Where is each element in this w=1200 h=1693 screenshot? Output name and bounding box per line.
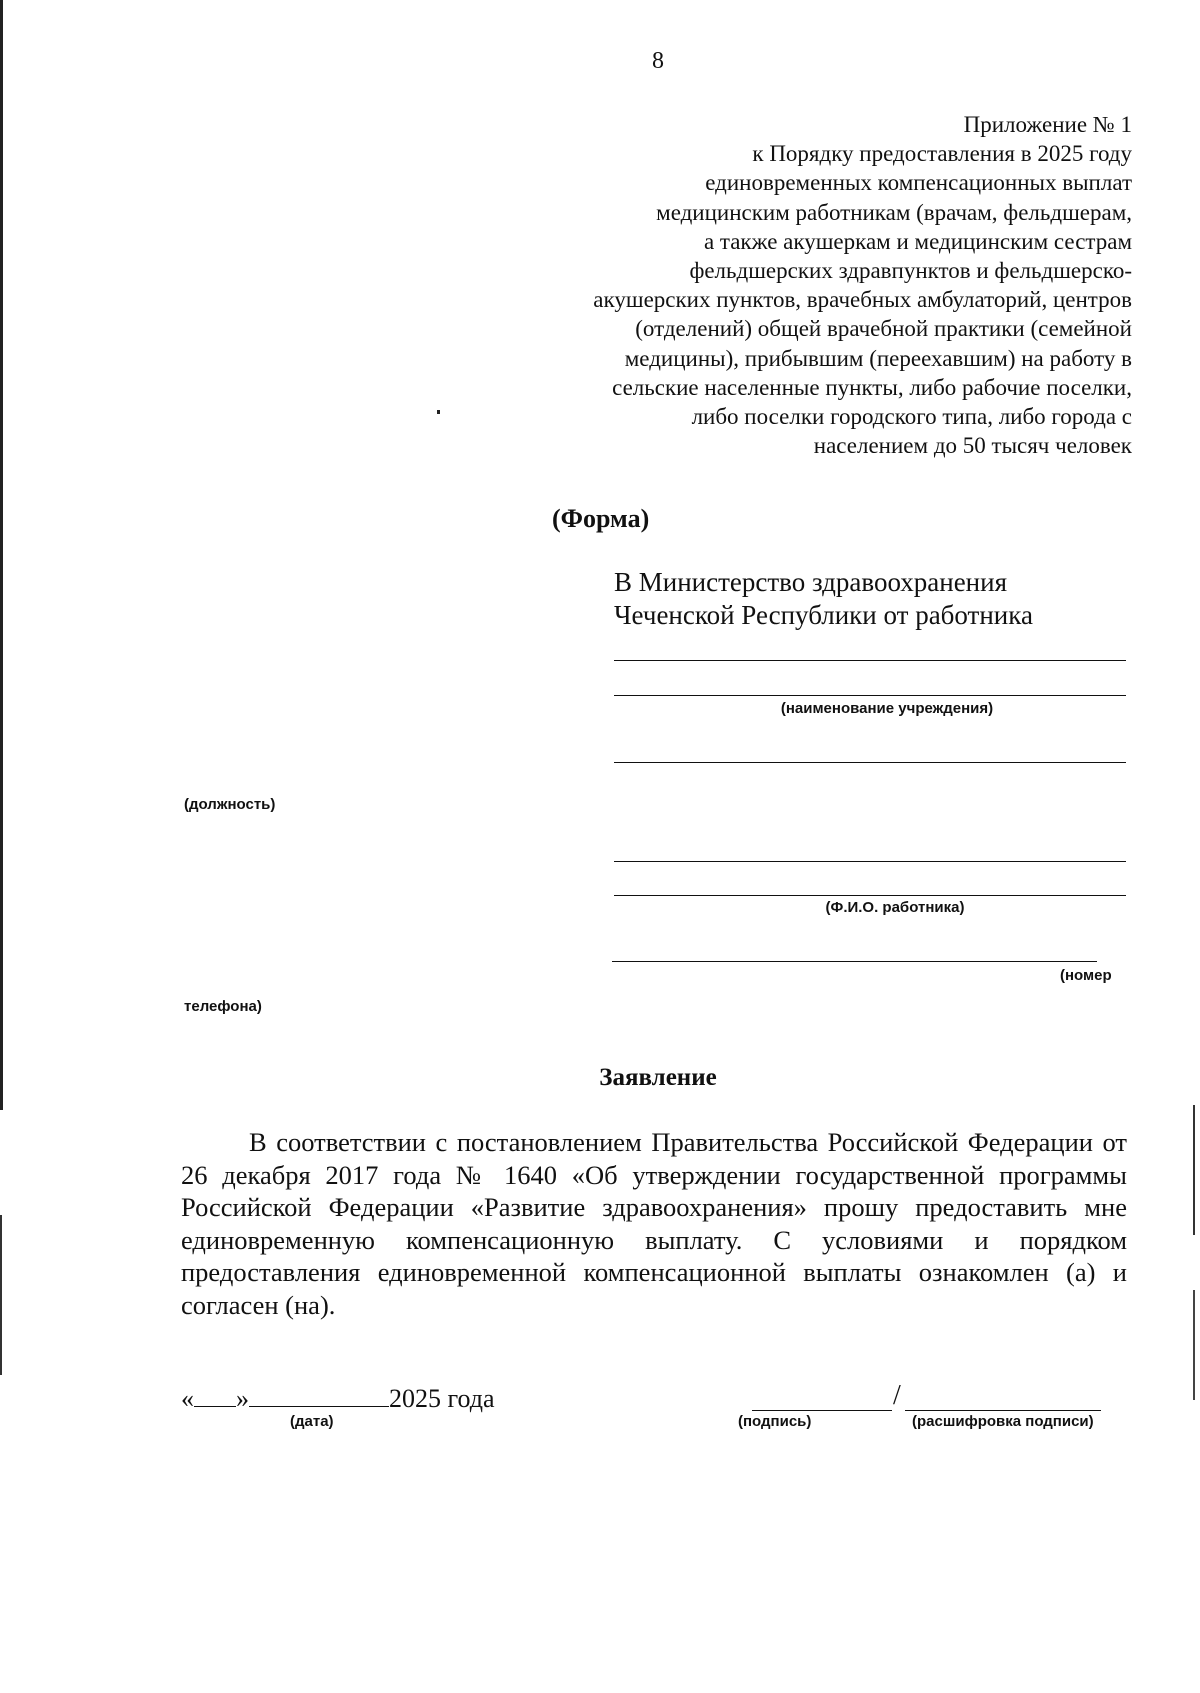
appendix-line: акушерских пунктов, врачебных амбулаторий, центров xyxy=(593,287,1132,313)
phone-caption-part1: (номер xyxy=(1060,967,1112,984)
scan-speck xyxy=(437,410,440,414)
appendix-line: сельские населенные пункты, либо рабочие поселки, xyxy=(612,374,1132,400)
position-field-line[interactable] xyxy=(614,762,1126,763)
scan-edge xyxy=(1193,1290,1195,1400)
date-close-quote: » xyxy=(236,1384,249,1413)
scan-edge xyxy=(0,0,3,1110)
form-label: (Форма) xyxy=(552,504,650,533)
appendix-line: медицины), прибывшим (переехавшим) на работу в xyxy=(624,345,1132,371)
position-caption: (должность) xyxy=(184,796,276,813)
institution-caption: (наименование учреждения) xyxy=(780,700,994,717)
month-input-line[interactable] xyxy=(249,1386,389,1407)
appendix-line: к Порядку предоставления в 2025 году xyxy=(752,141,1132,167)
appendix-line: медицинским работникам (врачам, фельдшерам, xyxy=(656,199,1132,225)
signature-caption: (подпись) xyxy=(738,1413,812,1430)
appendix-line: фельдшерских здравпунктов и фельдшерско- xyxy=(689,258,1132,284)
phone-caption-part2: телефона) xyxy=(184,998,262,1015)
phone-field-line[interactable] xyxy=(612,961,1097,962)
application-paragraph: В соответствии с постановлением Правительства Российской Федерации от 26 декабря 2017 года № 1640 «Об утверждении государственной программы Российской Федерации «Развитие здравоохранения» прошу предоставить мне единовременную компенсационную выплату. С условиями и порядком предоставления единовременной компенсационной выплаты ознакомлен (а) и согласен (на). xyxy=(181,1127,1127,1320)
appendix-line: Приложение № 1 xyxy=(963,112,1132,137)
scan-edge xyxy=(0,1215,2,1375)
addressee xyxy=(614,566,1033,632)
date-field xyxy=(181,1384,495,1414)
full-name-field-line[interactable] xyxy=(614,895,1126,896)
employee-blank-line[interactable] xyxy=(614,660,1126,661)
appendix-line: (отделений) общей врачебной практики (семейной xyxy=(635,316,1132,342)
page-number: 8 xyxy=(652,48,664,74)
application-body xyxy=(181,1126,1127,1321)
appendix-line: населением до 50 тысяч человек xyxy=(813,433,1132,459)
signature-field-line[interactable] xyxy=(752,1410,892,1411)
appendix-header xyxy=(492,110,1132,460)
date-caption: (дата) xyxy=(290,1413,334,1430)
scan-edge xyxy=(1193,1105,1195,1235)
day-input-line[interactable] xyxy=(194,1386,236,1407)
date-year: 2025 года xyxy=(389,1384,495,1413)
signature-slash: / xyxy=(893,1380,901,1411)
document-title: Заявление xyxy=(599,1064,717,1091)
appendix-line: единовременных компенсационных выплат xyxy=(705,170,1132,196)
full-name-caption: (Ф.И.О. работника) xyxy=(825,899,965,916)
date-open-quote: « xyxy=(181,1384,194,1413)
name-blank-line[interactable] xyxy=(614,861,1126,862)
addressee-line-1: В Министерство здравоохранения xyxy=(614,567,1008,597)
appendix-line: а также акушеркам и медицинским сестрам xyxy=(703,228,1132,254)
addressee-line-2: Чеченской Республики от работника xyxy=(614,600,1033,630)
signature-decoding-caption: (расшифровка подписи) xyxy=(912,1413,1094,1430)
appendix-line: либо поселки городского типа, либо города с xyxy=(691,404,1132,430)
institution-field-line[interactable] xyxy=(614,695,1126,696)
signature-decoding-field-line[interactable] xyxy=(905,1410,1101,1411)
